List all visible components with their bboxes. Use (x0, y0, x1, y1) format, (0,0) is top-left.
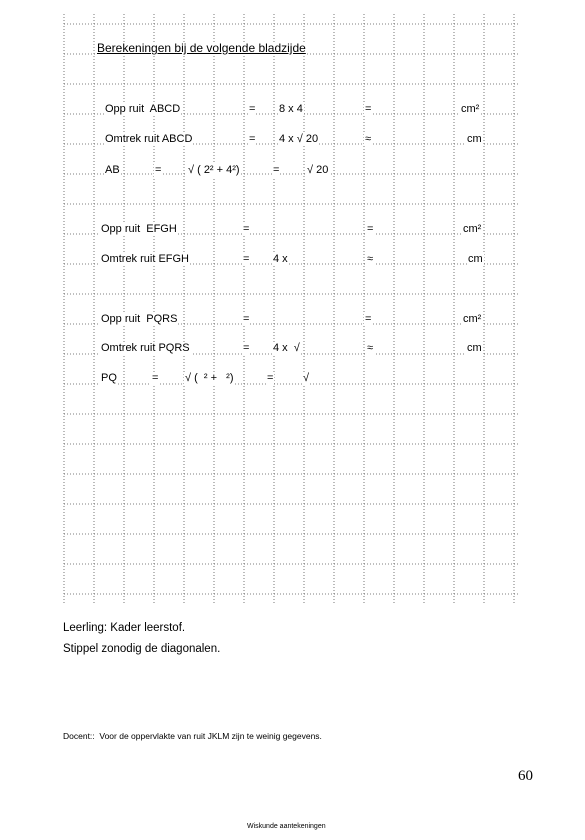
abcd-area-equals-2: = (365, 103, 372, 115)
abcd-area-equals: = (249, 103, 256, 115)
pqrs-perimeter-approx: ≈ (367, 342, 374, 354)
pqrs-side-result: √ (303, 372, 310, 384)
efgh-perimeter-expression: 4 x (273, 253, 288, 265)
pqrs-perimeter-unit: cm (467, 342, 482, 354)
pqrs-area-unit: cm² (463, 313, 482, 325)
abcd-perimeter-equals: = (249, 133, 256, 145)
abcd-side-equals: = (155, 164, 162, 176)
pqrs-area-label: Opp ruit PQRS (101, 313, 178, 325)
abcd-perimeter-expression: 4 x √ 20 (279, 133, 319, 145)
student-note: Leerling: Kader leerstof. (63, 622, 186, 634)
abcd-area-expression: 8 x 4 (279, 103, 303, 115)
abcd-side-expression: √ ( 2² + 4²) (188, 164, 240, 176)
worksheet-title: Berekeningen bij de volgende bladzijde (97, 41, 306, 55)
pqrs-side-equals-2: = (267, 372, 274, 384)
abcd-perimeter-approx: ≈ (365, 133, 372, 145)
abcd-side-label: AB (105, 164, 120, 176)
pqrs-perimeter-expression: 4 x √ (273, 342, 300, 354)
efgh-perimeter-label: Omtrek ruit EFGH (101, 253, 190, 265)
pqrs-perimeter-equals: = (243, 342, 250, 354)
efgh-area-label: Opp ruit EFGH (101, 223, 177, 235)
teacher-note: Docent:: Voor de oppervlakte van ruit JKLM zijn te weinig gegevens. (63, 731, 322, 741)
efgh-area-unit: cm² (463, 223, 482, 235)
abcd-perimeter-unit: cm (467, 133, 482, 145)
pqrs-area-equals: = (243, 313, 250, 325)
efgh-area-equals-2: = (367, 223, 374, 235)
page-footer: Wiskunde aantekeningen (247, 823, 326, 830)
abcd-perimeter-label: Omtrek ruit ABCD (105, 133, 193, 145)
pqrs-side-expression: √ ( ² + ²) (185, 372, 234, 384)
efgh-perimeter-unit: cm (468, 253, 483, 265)
diagonals-note: Stippel zonodig de diagonalen. (63, 643, 221, 655)
efgh-perimeter-equals: = (243, 253, 250, 265)
page-number: 60 (518, 768, 533, 784)
pqrs-perimeter-label: Omtrek ruit PQRS (101, 342, 190, 354)
efgh-perimeter-approx: ≈ (367, 253, 374, 265)
efgh-area-equals: = (243, 223, 250, 235)
abcd-side-result: √ 20 (307, 164, 329, 176)
abcd-area-label: Opp ruit ABCD (105, 103, 181, 115)
abcd-area-unit: cm² (461, 103, 480, 115)
abcd-side-equals-2: = (273, 164, 280, 176)
pqrs-area-equals-2: = (365, 313, 372, 325)
pqrs-side-equals: = (152, 372, 159, 384)
pqrs-side-label: PQ (101, 372, 117, 384)
